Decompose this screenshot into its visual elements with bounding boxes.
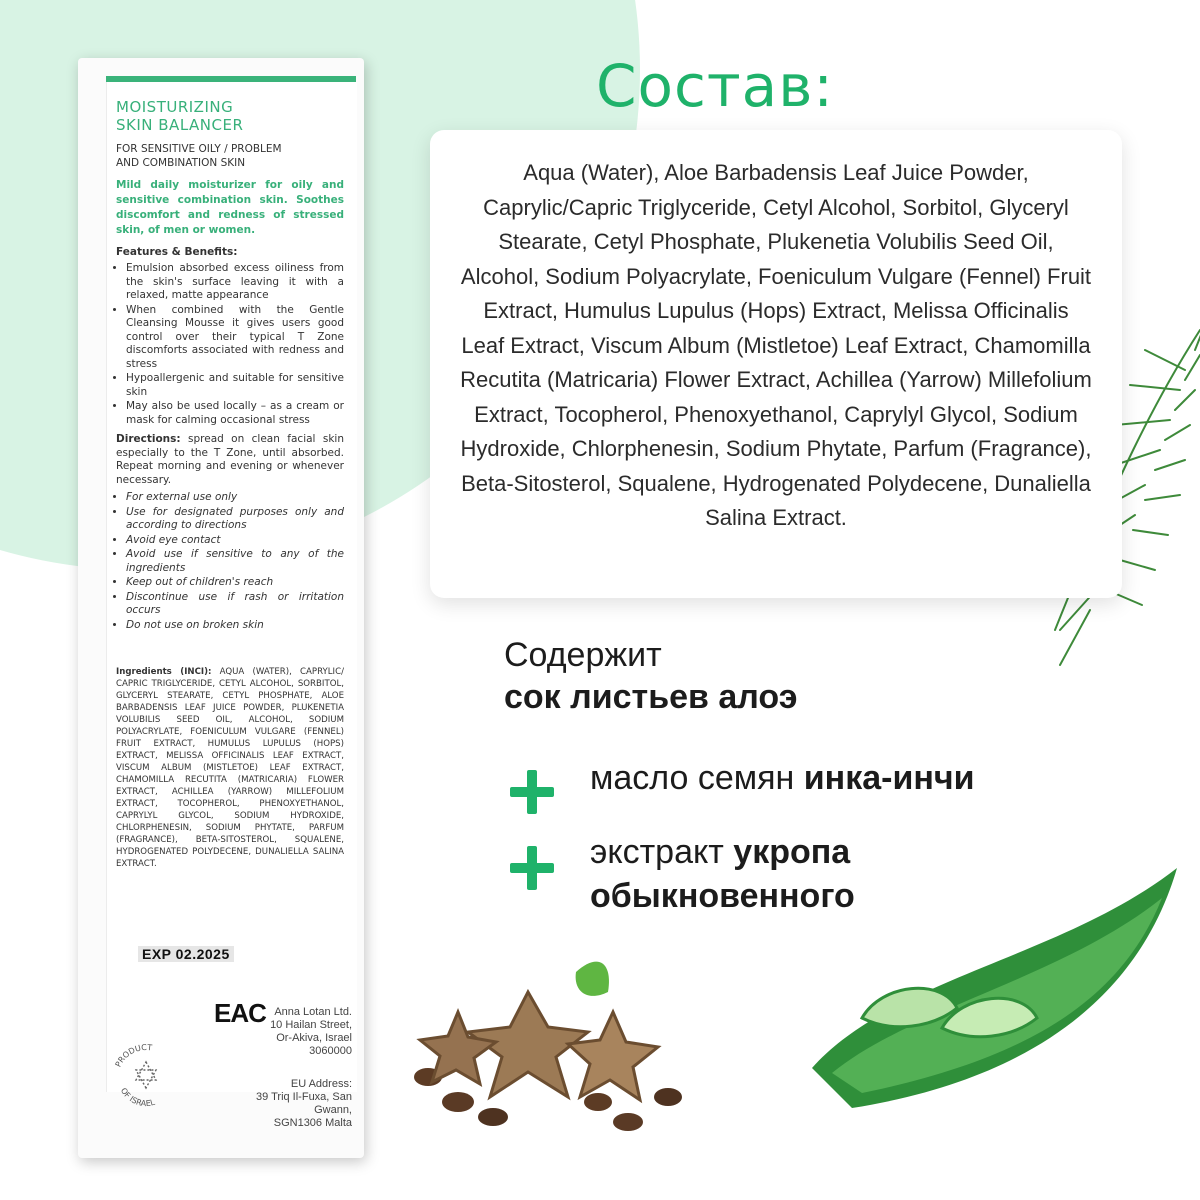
ingredients-card-text: Aqua (Water), Aloe Barbadensis Leaf Juice Powder, Caprylic/Capric Triglyceride, Cetyl Alcohol, Sorbitol, Glyceryl Stearate, Cetyl Phosphate, Plukenetia Volubilis Seed Oil, Alcohol, Sodium Polyacrylate, Foeniculum Vulgare (Fennel) Fruit Extract, Humulus Lupulus (Hops) Extract, Melissa Officinalis Leaf Extract, Viscum Album (Mistletoe) Leaf Extract, Chamomilla Recutita (Matricaria) Flower Extract, Achillea (Yarrow) Millefolium Extract, Tocopherol, Phenoxyethanol, Caprylyl Glycol, Sodium Hydroxide, Chlorphenesin, Sodium Phytate, Parfum (Fragrance), Beta-Sitosterol, Squalene, Hydrogenated Polydecene, Dunaliella Salina Extract. bbox=[460, 160, 1092, 530]
extra-normal-text: масло семян bbox=[590, 759, 804, 797]
directions-text: spread on clean facial skin especially to the T Zone, until absorbed. Repeat morning and evening or whenever necessary. bbox=[116, 433, 344, 486]
warning-item: • Use for designated purposes only and according to directions bbox=[126, 506, 344, 533]
ingredients-card bbox=[430, 130, 1122, 598]
warnings-list bbox=[116, 491, 344, 632]
warning-item: • Do not use on broken skin bbox=[126, 619, 344, 633]
manufacturer-address bbox=[242, 1006, 352, 1058]
directions bbox=[116, 433, 344, 487]
feature-item: • Emulsion absorbed excess oiliness from the skin's surface leaving it with a relaxed, matte appearance bbox=[126, 262, 344, 303]
extra-bold-text-line2: обыкновенного bbox=[590, 877, 855, 915]
warning-item: • Discontinue use if rash or irritation occurs bbox=[126, 591, 344, 618]
page-title: Состав: bbox=[596, 52, 834, 120]
star-of-david-icon bbox=[136, 1062, 156, 1088]
warning-item: • Avoid eye contact bbox=[126, 534, 344, 548]
expiry-stamp: EXP 02.2025 bbox=[138, 946, 234, 962]
svg-text:OF ISRAEL bbox=[119, 1086, 157, 1108]
features-heading: Features & Benefits: bbox=[116, 246, 238, 258]
extra-normal-text: экстракт bbox=[590, 833, 734, 871]
address-line: EU Address: bbox=[290, 1078, 352, 1090]
extra-bold-text: укропа bbox=[733, 833, 851, 871]
box-ingredients-heading: Ingredients (INCI): bbox=[116, 667, 212, 677]
product-box bbox=[78, 58, 364, 1158]
sacha-inchi-seeds-icon bbox=[398, 952, 688, 1137]
box-label-text bbox=[116, 98, 344, 870]
address-line: Anna Lotan Ltd. bbox=[274, 1006, 352, 1018]
feature-item: • Hypoallergenic and suitable for sensitive skin bbox=[126, 372, 344, 399]
product-name-line1: MOISTURIZING bbox=[116, 98, 234, 116]
warning-item: • Avoid use if sensitive to any of the ingredients bbox=[126, 548, 344, 575]
directions-heading: Directions: bbox=[116, 433, 181, 445]
address-line: SGN1306 Malta bbox=[273, 1117, 352, 1129]
features-list bbox=[116, 262, 344, 427]
product-target-line2: AND COMBINATION SKIN bbox=[116, 157, 246, 169]
seal-bottom-text: OF ISRAEL bbox=[118, 1086, 156, 1109]
feature-item: • When combined with the Gentle Cleansing Mousse it gives users good control over their typical T Zone discomforts associated with redness and stress bbox=[126, 304, 344, 372]
aloe-leaf-icon bbox=[812, 868, 1182, 1138]
eu-address bbox=[228, 1078, 352, 1130]
address-line: 10 Hailan Street, bbox=[270, 1019, 352, 1031]
feature-item: • May also be used locally – as a cream or mask for calming occasional stress bbox=[126, 400, 344, 427]
seal-top-text: PRODUCT bbox=[113, 1042, 153, 1069]
contains-block bbox=[504, 634, 798, 718]
product-lead: Mild daily moisturizer for oily and sensitive combination skin. Soothes discomfort and redness of stressed skin, of men or women. bbox=[116, 179, 344, 236]
plus-icon bbox=[510, 846, 554, 890]
box-ingredients-text: AQUA (WATER), CAPRYLIC/ CAPRIC TRIGLYCERIDE, CETYL ALCOHOL, SORBITOL, GLYCERYL STEARATE, CETYL PHOSPHATE, ALOE BARBADENSIS LEAF JUICE POWDER, PLUKENETIA VOLUBILIS SEED OIL, ALCOHOL, SODIUM POLYACRYLATE, FOENICULUM VULGARE (FENNEL) FRUIT EXTRACT, HUMULUS LUPULUS (HOPS) EXTRACT, MELISSA OFFICINALIS LEAF EXTRACT, VISCUM ALBUM (MISTLETOE) LEAF EXTRACT, CHAMOMILLA RECUTITA (MATRICARIA) FLOWER EXTRACT, ACHILLEA (YARROW) MILLEFOLIUM EXTRACT, TOCOPHEROL, PHENOXYETHANOL, CAPRYLYL GLYCOL, SODIUM HYDROXIDE, CHLORPHENESIN, SODIUM PHYTATE, PARFUM (FRAGRANCE), BETA-SITOSTEROL, SQUALENE, HYDROGENATED POLYDECENE, DUNALIELLA SALINA EXTRACT. bbox=[116, 667, 344, 869]
contains-label: Содержит bbox=[504, 636, 662, 674]
product-target-line1: FOR SENSITIVE OILY / PROBLEM bbox=[116, 143, 282, 155]
product-of-israel-seal bbox=[108, 1038, 184, 1114]
extra-bold-text: инка-инчи bbox=[803, 759, 975, 797]
eac-mark: EAC bbox=[214, 998, 266, 1028]
box-ingredients bbox=[116, 666, 344, 870]
contains-highlight: сок листьев алоэ bbox=[504, 678, 798, 716]
address-line: Or-Akiva, Israel 3060000 bbox=[276, 1032, 352, 1057]
warning-item: • For external use only bbox=[126, 491, 344, 505]
warning-item: • Keep out of children's reach bbox=[126, 576, 344, 590]
product-name-line2: SKIN BALANCER bbox=[116, 116, 244, 134]
plus-icon bbox=[510, 770, 554, 814]
address-line: 39 Triq Il-Fuxa, San Gwann, bbox=[256, 1091, 352, 1116]
